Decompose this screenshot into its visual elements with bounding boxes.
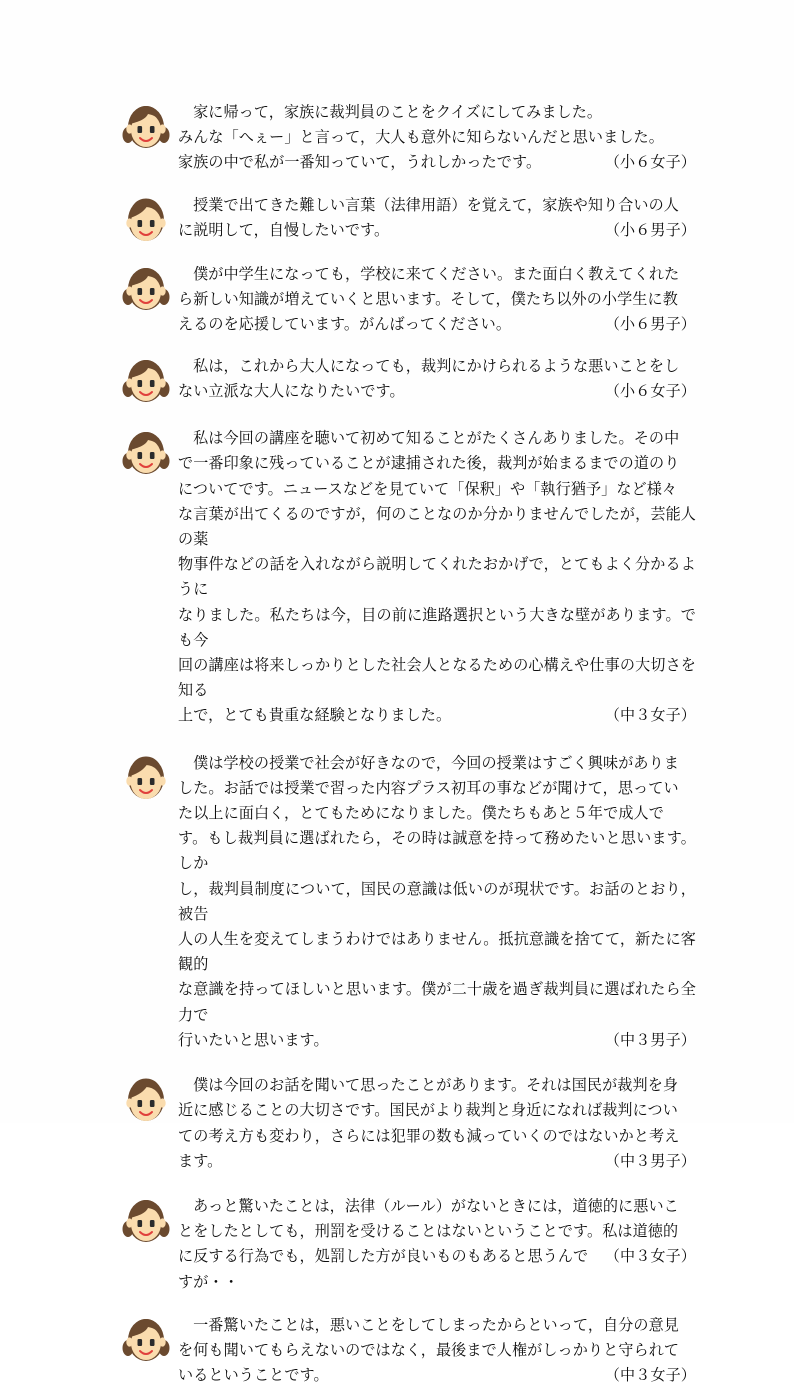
avatar-cell <box>122 193 178 245</box>
comment-attribution: （中３女子） <box>604 706 696 725</box>
comment-last-line <box>178 1028 696 1053</box>
comment-body <box>178 1313 696 1388</box>
comment-text-line: えるのを応援しています。がんばってください。 <box>178 315 512 334</box>
girl-avatar-icon <box>122 428 178 478</box>
comment-last-line <box>178 379 696 404</box>
avatar-cell <box>122 262 178 314</box>
comment-last-line <box>178 218 696 243</box>
comment-entry <box>122 426 696 728</box>
avatar-cell <box>122 354 178 406</box>
comment-text-line: 人の人生を変えてしまうわけではありません。抵抗意識を捨てて，新たに客観的 <box>178 930 696 974</box>
comment-entry <box>122 751 696 1053</box>
comment-text-line: ての考え方も変わり，さらには犯罪の数も減っていくのではないかと考え <box>178 1126 680 1145</box>
comment-attribution: （小６男子） <box>604 315 696 334</box>
comment-text-line: とをしたとしても，刑罰を受けることはないということです。私は道徳的 <box>178 1222 679 1241</box>
girl-avatar-icon <box>122 1196 178 1246</box>
comment-text-line: 私は，これから大人になっても，裁判にかけられるような悪いことをし <box>193 357 680 376</box>
comment-last-line <box>178 150 696 175</box>
comment-attribution: （小６女子） <box>604 382 696 401</box>
comment-body <box>178 1073 696 1174</box>
comment-text-line: みんな「へぇー」と言って，大人も意外に知らないんだと思いました。 <box>178 128 664 147</box>
comment-attribution: （中３男子） <box>604 1151 696 1170</box>
comment-text-line: 回の講座は将来しっかりとした社会人となるための心構えや仕事の大切さを知る <box>178 656 696 700</box>
comment-body <box>178 262 696 338</box>
comment-text-line: 家に帰って，家族に裁判員のことをクイズにしてみました。 <box>193 103 603 121</box>
comment-body <box>178 193 696 243</box>
comment-last-line <box>178 1149 696 1174</box>
comment-attribution: （小６女子） <box>604 153 696 172</box>
boy-avatar-icon <box>122 753 178 803</box>
comment-text-line: あっと驚いたことは，法律（ルール）がないときには，道徳的に悪いこ <box>193 1196 679 1215</box>
comment-attribution: （小６男子） <box>604 220 696 239</box>
comment-text-line: なりました。私たちは今，目の前に進路選択という大きな壁があります。でも今 <box>178 605 696 649</box>
comment-text-line: た以上に面白く，とてもためになりました。僕たちもあと５年で成人で <box>178 804 664 823</box>
comment-body <box>178 751 696 1053</box>
comment-text-line: 授業で出てきた難しい言葉（法律用語）を覚えて，家族や知り合いの人 <box>193 195 679 214</box>
comment-text-line: 僕が中学生になっても，学校に来てください。また面白く教えてくれた <box>193 264 680 283</box>
comment-body <box>178 426 696 728</box>
comment-attribution: （中３女子） <box>604 1247 696 1266</box>
comment-text-line: な意識を持ってほしいと思います。僕が二十歳を過ぎ裁判員に選ばれたら全力で <box>178 980 696 1024</box>
comment-text-line: す。もし裁判員に選ばれたら，その時は誠意を持って務めたいと思います。しか <box>178 829 696 873</box>
comment-attribution: （中３女子） <box>604 1366 696 1385</box>
girl-avatar-icon <box>122 264 178 314</box>
avatar-cell <box>122 426 178 478</box>
comment-text-line: ら新しい知識が増えていくと思います。そして，僕たち以外の小学生に教 <box>178 289 678 308</box>
comment-last-line <box>178 1244 696 1294</box>
comment-text-line: した。お話では授業で習った内容プラス初耳の事などが聞けて，思ってい <box>178 778 679 797</box>
avatar-cell <box>122 100 178 152</box>
comment-entry <box>122 1194 696 1295</box>
boy-avatar-icon <box>122 1075 178 1125</box>
comment-text-line: を何も聞いてもらえないのではなく，最後まで人権がしっかりと守られて <box>178 1340 680 1359</box>
comment-text-line: いるということです。 <box>178 1366 329 1385</box>
comment-text-line: 私は今回の講座を聴いて初めて知ることがたくさんありました。その中 <box>193 429 680 448</box>
comment-text-line: ない立派な大人になりたいです。 <box>178 382 405 401</box>
comment-text-line: 近に感じることの大切さです。国民がより裁判と身近になれば裁判につい <box>178 1101 678 1120</box>
comment-last-line <box>178 312 696 337</box>
comment-text-line: についてです。ニュースなどを見ていて「保釈」や「執行猶予」など様々 <box>178 479 678 498</box>
comment-text-line: 一番驚いたことは，悪いことをしてしまったからといって，自分の意見 <box>193 1315 679 1334</box>
comment-last-line <box>178 1363 696 1388</box>
comment-text-line: 上で，とても貴重な経験となりました。 <box>178 706 452 725</box>
girl-avatar-icon <box>122 102 178 152</box>
comment-text-line: 物事件などの話を入れながら説明してくれたおかげで，とてもよく分かるように <box>178 555 696 599</box>
comment-text-line: 行いたいと思います。 <box>178 1030 329 1049</box>
comment-text-line: に反する行為でも，処罰した方が良いものもあると思うんですが・・ <box>178 1247 589 1291</box>
comment-last-line <box>178 703 696 728</box>
comment-attribution: （中３男子） <box>604 1030 696 1049</box>
comment-entry <box>122 100 696 176</box>
comment-body <box>178 1194 696 1295</box>
comment-text-line: ます。 <box>178 1151 223 1170</box>
comment-text-line: 僕は今回のお話を聞いて思ったことがあります。それは国民が裁判を身 <box>193 1076 679 1095</box>
comment-text-line: な言葉が出てくるのですが，何のことなのか分かりませんでしたが，芸能人の薬 <box>178 504 696 549</box>
comment-entry <box>122 1313 696 1388</box>
avatar-cell <box>122 1194 178 1246</box>
comment-body <box>178 100 696 176</box>
avatar-cell <box>122 1313 178 1365</box>
girl-avatar-icon <box>122 356 178 406</box>
comment-text-line: 僕は学校の授業で社会が好きなので，今回の授業はすごく興味がありま <box>193 753 679 772</box>
girl-avatar-icon <box>122 1315 178 1365</box>
comment-entry <box>122 354 696 406</box>
boy-avatar-icon <box>122 195 178 245</box>
avatar-cell <box>122 1073 178 1125</box>
comment-text-line: し，裁判員制度について，国民の意識は低いのが現状です。お話のとおり，被告 <box>178 879 696 923</box>
avatar-cell <box>122 751 178 803</box>
comment-text-line: 家族の中で私が一番知っていて，うれしかったです。 <box>178 153 542 172</box>
comment-entry <box>122 193 696 245</box>
comment-text-line: に説明して，自慢したいです。 <box>178 220 390 239</box>
comment-list <box>122 100 696 1388</box>
comment-entry <box>122 262 696 338</box>
comment-text-line: で一番印象に残っていることが逮捕された後，裁判が始まるまでの道のり <box>178 454 680 473</box>
comment-entry <box>122 1073 696 1174</box>
comment-body <box>178 354 696 404</box>
